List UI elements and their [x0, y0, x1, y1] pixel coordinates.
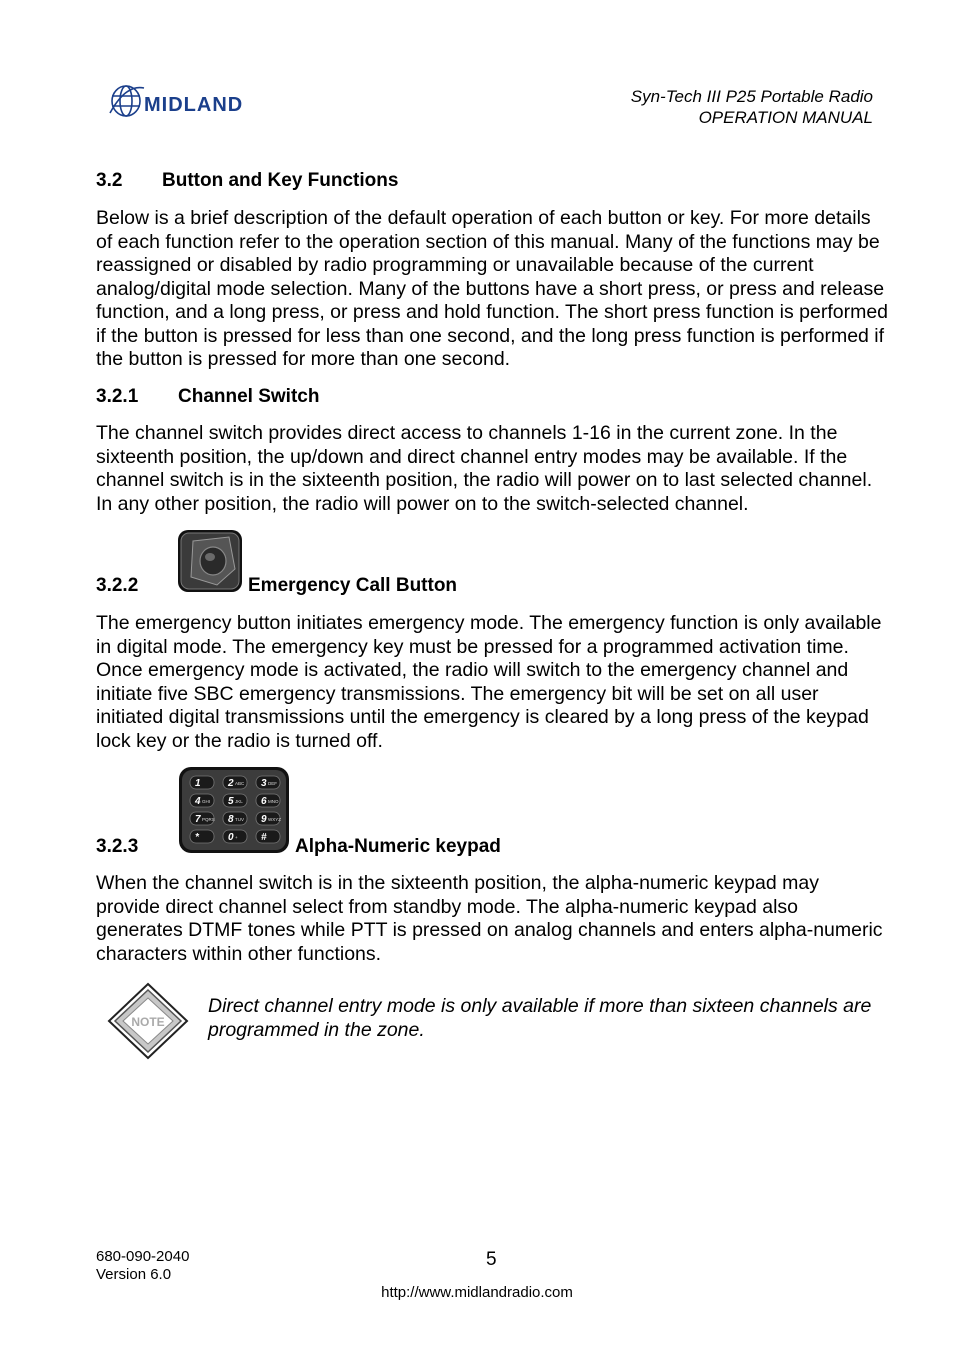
svg-text:DEF: DEF	[268, 781, 277, 786]
keypad-key	[256, 776, 280, 789]
doc-number: 680-090-2040	[96, 1248, 190, 1265]
keypad-key	[256, 812, 281, 825]
keypad-key	[223, 776, 247, 789]
section-title: Alpha-Numeric keypad	[295, 836, 501, 857]
section-body-3-2-1	[96, 422, 888, 516]
svg-text:PQRS: PQRS	[202, 817, 215, 822]
svg-text:3: 3	[261, 778, 267, 789]
svg-text:0: 0	[228, 832, 234, 843]
document-title	[631, 86, 873, 128]
section-body-3-2-2	[96, 612, 888, 753]
note-label: NOTE	[131, 1015, 165, 1029]
paragraph: When the channel switch is in the sixteenth position, the alpha-numeric keypad may provide direct channel select from standby mode. The alpha-numeric keypad also generates DTMF tones while PTT is pressed on analog channels and enters alpha-numeric characters within other functions.	[96, 872, 883, 965]
section-heading-3-2	[96, 170, 398, 192]
svg-text:ABC: ABC	[235, 781, 245, 786]
section-number: 3.2.2	[96, 575, 139, 596]
keypad-key	[190, 794, 214, 807]
svg-text:4: 4	[195, 796, 201, 807]
keypad-key	[190, 776, 214, 789]
keypad-key	[190, 812, 215, 825]
note-icon	[107, 982, 189, 1060]
doc-version: Version 6.0	[96, 1266, 172, 1283]
section-body-3-2	[96, 207, 888, 372]
svg-text:MNO: MNO	[268, 799, 279, 804]
svg-text:1: 1	[195, 778, 201, 789]
svg-text:7: 7	[195, 814, 201, 825]
midland-logo	[108, 80, 300, 122]
header-title-line1: Syn-Tech III P25 Portable Radio	[630, 87, 873, 106]
svg-text:2: 2	[228, 778, 234, 789]
svg-text:WXYZ: WXYZ	[268, 817, 281, 822]
footer-doc-info	[96, 1248, 189, 1284]
section-number: 3.2.1	[96, 386, 139, 407]
keypad-key	[256, 794, 280, 807]
section-number: 3.2.3	[96, 836, 139, 857]
logo-wordmark: MIDLAND	[144, 94, 244, 116]
svg-text:9: 9	[261, 814, 267, 825]
svg-text:#: #	[261, 832, 267, 843]
section-body-3-2-3	[96, 872, 888, 966]
header-title-line2: OPERATION MANUAL	[698, 108, 873, 127]
section-heading-3-2-3	[96, 836, 501, 858]
note-text: Direct channel entry mode is only available if more than sixteen channels are programmed in the zone.	[208, 995, 872, 1041]
paragraph: The emergency button initiates emergency mode. The emergency function is only available in digital mode. The emergency key must be pressed for a programmed activation time. Once emergency mode is activated, the radio will switch to the emergency channel and initiate five SBC emergency transmissions. The emergency bit will be set on all user initiated digital transmissions until the emergency is cleared by a long press of the keypad lock key or the radio is turned off.	[96, 612, 882, 752]
globe-icon	[108, 80, 300, 122]
section-title: Channel Switch	[178, 386, 320, 407]
keypad-key	[223, 794, 247, 807]
svg-text:+: +	[235, 835, 238, 840]
svg-text:6: 6	[261, 796, 267, 807]
section-number: 3.2	[96, 170, 123, 191]
section-title: Emergency Call Button	[248, 575, 458, 596]
svg-text:8: 8	[228, 814, 234, 825]
page-number: 5	[486, 1249, 497, 1270]
keypad-key	[223, 812, 247, 825]
section-heading-3-2-1	[96, 386, 319, 408]
paragraph: Below is a brief description of the default operation of each button or key. For more details of each function refer to the operation section of this manual. Many of the functions may be reassigned or disabled by radio programming or unavailable because of the current analog/digital mode selection. Many of the buttons have a short press, or press and release function, and a long press, or press and hold function. The short press function is performed if the button is pressed for less than one second, and the long press function is performed if the button is pressed for more than one second.	[96, 207, 889, 370]
paragraph: The channel switch provides direct access to channels 1-16 in the current zone. In the sixteenth position, the up/down and direct channel entry modes may be available. If the channel switch is in the sixteenth position, the radio will power on to last selected channel. In any other position, the radio will power on to the switch-selected channel.	[96, 422, 873, 515]
svg-text:*: *	[195, 832, 199, 843]
svg-text:JKL: JKL	[235, 799, 243, 804]
svg-text:TUV: TUV	[235, 817, 244, 822]
svg-text:GHI: GHI	[202, 799, 211, 804]
section-heading-3-2-2	[96, 575, 457, 597]
section-title: Button and Key Functions	[162, 170, 399, 191]
footer-url[interactable]: http://www.midlandradio.com	[381, 1284, 573, 1301]
svg-text:5: 5	[228, 796, 234, 807]
